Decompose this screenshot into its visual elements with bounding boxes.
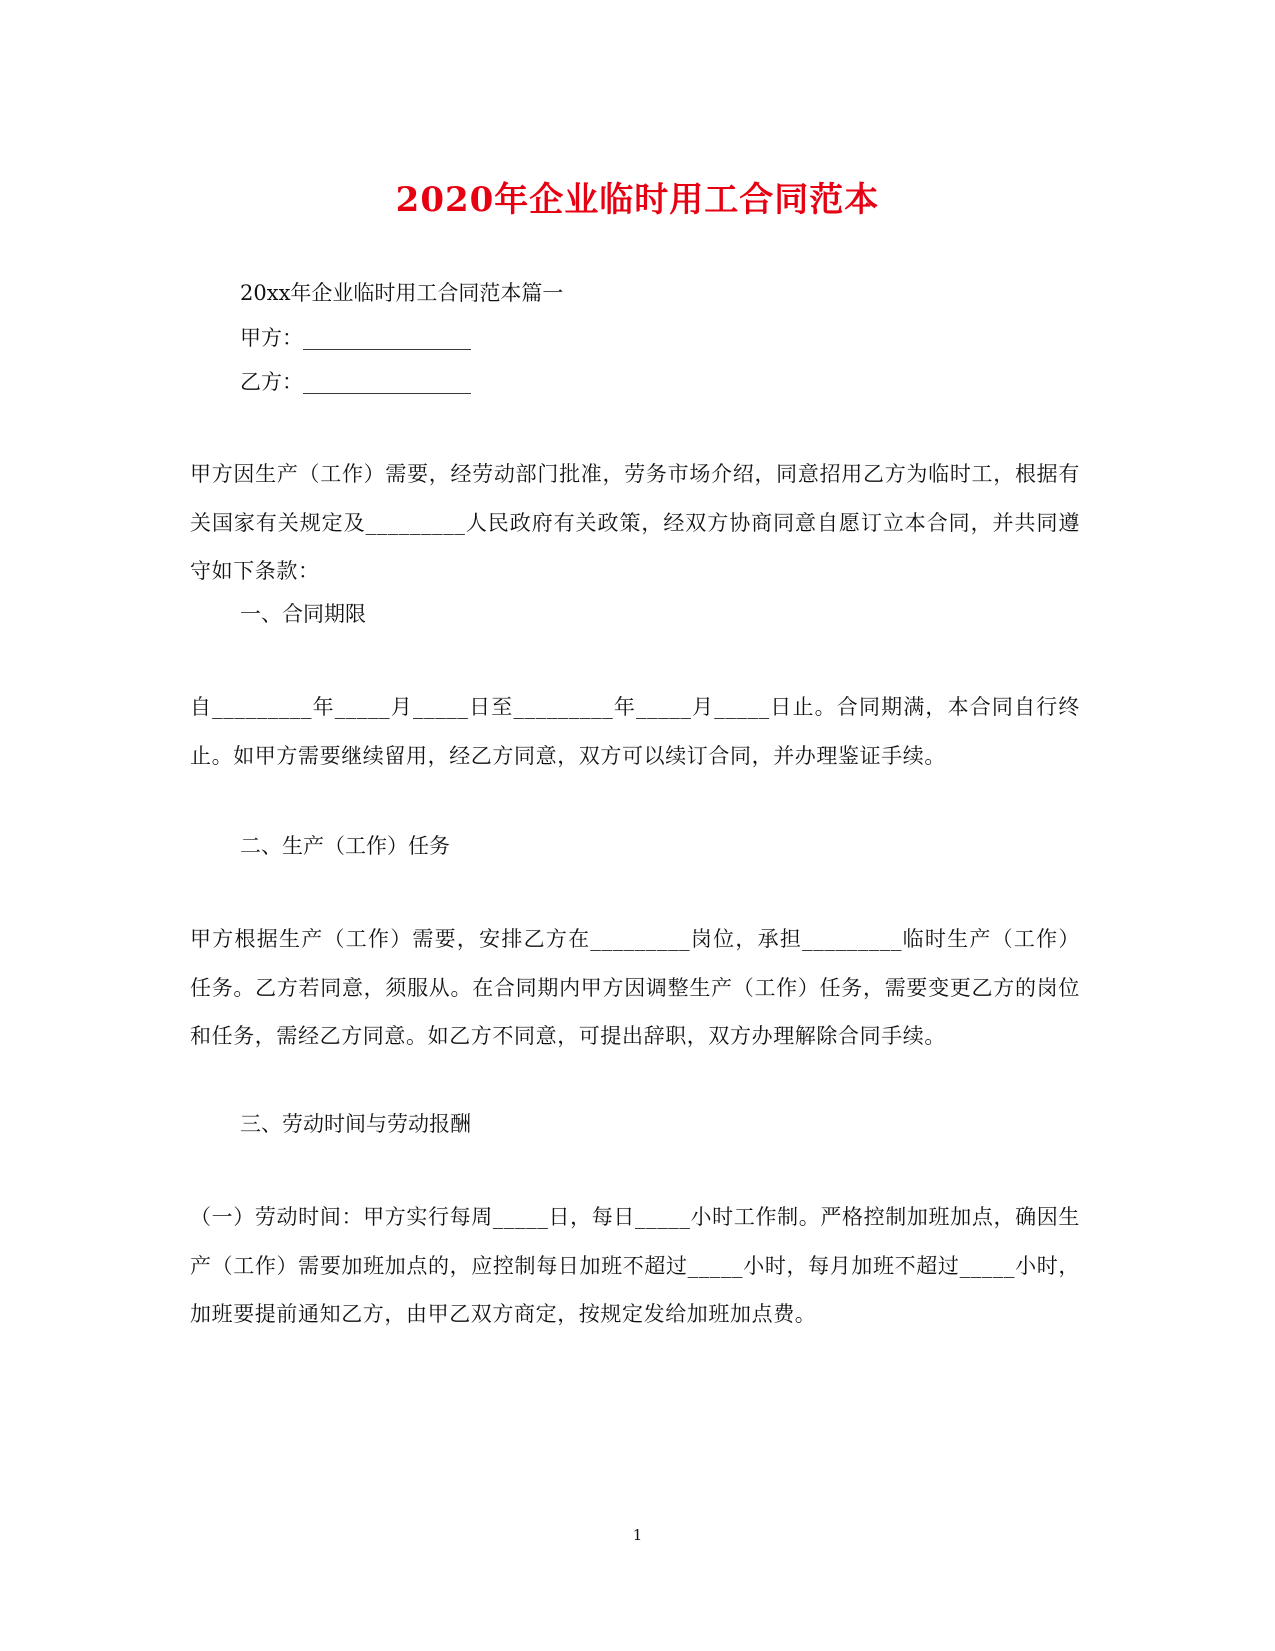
party-b-line: 乙方：________________ bbox=[240, 370, 471, 394]
party-a-line: 甲方：________________ bbox=[240, 326, 471, 350]
document-title: 2020年企业临时用工合同范本 bbox=[395, 180, 880, 220]
section-body-tasks: 甲方根据生产（工作）需要，安排乙方在_________岗位，承担_________临时生产（工作）任务。乙方若同意，须服从。在合同期内甲方因调整生产（工作）任务，需要变更乙方的岗位和任务，需经乙方同意。如乙方不同意，可提出辞职，双方办理解除合同手续。 bbox=[190, 927, 1080, 1048]
intro-paragraph: 甲方因生产（工作）需要，经劳动部门批准，劳务市场介绍，同意招用乙方为临时工，根据有关国家有关规定及_________人民政府有关政策，经双方协商同意自愿订立本合同，并共同遵守如下条款： bbox=[190, 462, 1080, 583]
section-body-term: 自_________年_____月_____日至_________年_____月_____日止。合同期满，本合同自行终止。如甲方需要继续留用，经乙方同意，双方可以续订合同，并办理鉴证手续。 bbox=[190, 695, 1080, 768]
section-body-hours-pay: （一）劳动时间：甲方实行每周_____日，每日_____小时工作制。严格控制加班加点，确因生产（工作）需要加班加点的，应控制每日加班不超过_____小时，每月加班不超过_____小时，加班要提前通知乙方，由甲乙双方商定，按规定发给加班加点费。 bbox=[190, 1205, 1080, 1326]
section-heading-term: 一、合同期限 bbox=[240, 602, 366, 626]
page-number: 1 bbox=[632, 1526, 643, 1544]
section-heading-tasks: 二、生产（工作）任务 bbox=[240, 834, 450, 858]
document-subtitle: 20xx年企业临时用工合同范本篇一 bbox=[240, 281, 564, 305]
section-heading-hours-pay: 三、劳动时间与劳动报酬 bbox=[240, 1112, 471, 1136]
